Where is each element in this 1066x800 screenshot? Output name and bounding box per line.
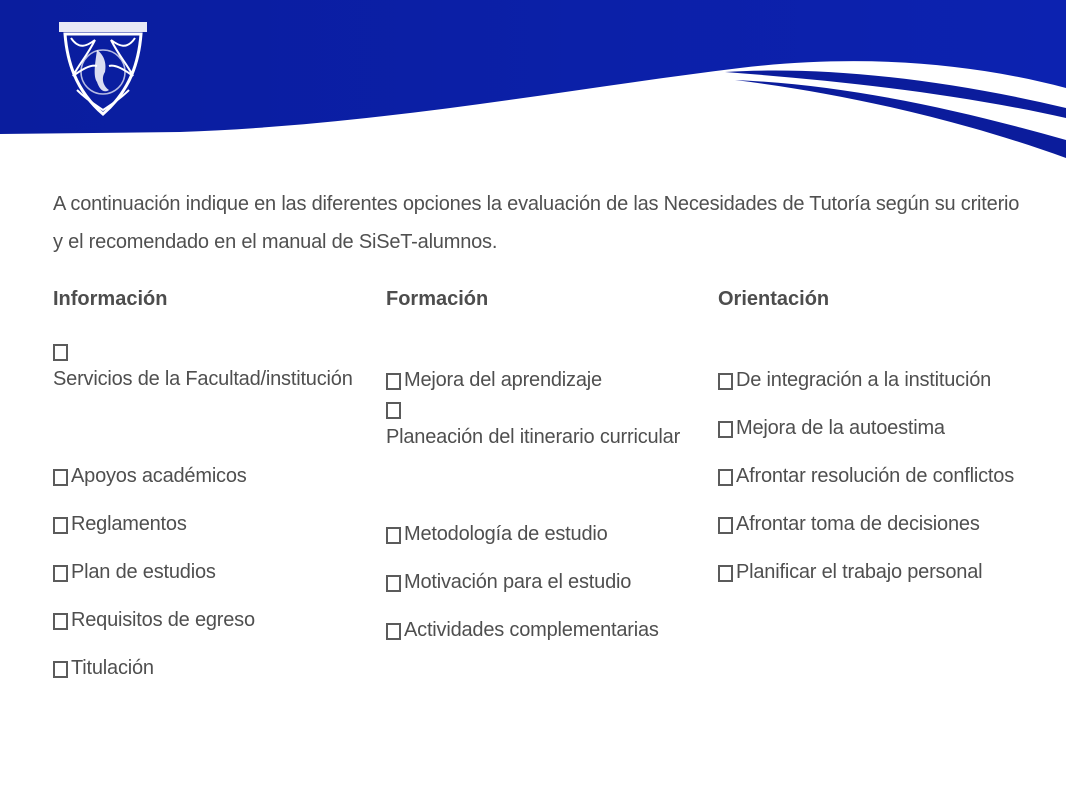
column-orientacion [718, 284, 1058, 584]
option-label: Afrontar toma de decisiones [736, 513, 980, 535]
option-mejora-aprendizaje[interactable] [386, 344, 706, 392]
option-motivacion-estudio[interactable] [386, 546, 706, 594]
option-planeacion-itinerario[interactable] [386, 402, 706, 498]
option-label: Apoyos académicos [71, 465, 247, 487]
option-integracion-institucion[interactable] [718, 344, 1058, 392]
checkbox[interactable] [718, 517, 733, 534]
column-formacion [386, 284, 706, 642]
option-resolucion-conflictos[interactable] [718, 440, 1058, 488]
option-label: De integración a la institución [736, 369, 992, 391]
column-heading-informacion: Información [53, 288, 168, 310]
checkbox[interactable] [386, 623, 401, 640]
option-plan-estudios[interactable] [53, 536, 373, 584]
option-apoyos-academicos[interactable] [53, 440, 373, 488]
option-titulacion[interactable] [53, 632, 373, 680]
university-seal-icon [57, 20, 149, 118]
checkbox[interactable] [718, 565, 733, 582]
checkbox[interactable] [53, 661, 68, 678]
option-metodologia-estudio[interactable] [386, 498, 706, 546]
checkbox[interactable] [386, 527, 401, 544]
option-requisitos-egreso[interactable] [53, 584, 373, 632]
header-wave-graphic [0, 0, 1066, 165]
option-label: Actividades complementarias [404, 619, 659, 641]
checkbox[interactable] [53, 344, 68, 361]
checkbox[interactable] [718, 469, 733, 486]
header-banner [0, 0, 1066, 165]
option-label: Planeación del itinerario curricular [386, 426, 681, 448]
option-label: Servicios de la Facultad/institución [53, 368, 353, 390]
checkbox[interactable] [53, 469, 68, 486]
column-informacion [53, 284, 373, 680]
option-reglamentos[interactable] [53, 488, 373, 536]
option-label: Motivación para el estudio [404, 571, 632, 593]
option-label: Afrontar resolución de conflictos [736, 465, 1014, 487]
option-label: Requisitos de egreso [71, 609, 255, 631]
option-label: Mejora del aprendizaje [404, 369, 602, 391]
option-servicios-facultad[interactable] [53, 344, 373, 440]
option-trabajo-personal[interactable] [718, 536, 1058, 584]
option-label: Planificar el trabajo personal [736, 561, 983, 583]
checkbox[interactable] [718, 421, 733, 438]
checkbox[interactable] [53, 613, 68, 630]
option-label: Mejora de la autoestima [736, 417, 945, 439]
checkbox[interactable] [386, 402, 401, 419]
column-heading-orientacion: Orientación [718, 288, 830, 310]
option-label: Reglamentos [71, 513, 187, 535]
checkbox[interactable] [386, 575, 401, 592]
option-label: Plan de estudios [71, 561, 216, 583]
checkbox[interactable] [53, 565, 68, 582]
option-label: Metodología de estudio [404, 523, 608, 545]
option-toma-decisiones[interactable] [718, 488, 1058, 536]
checkbox[interactable] [386, 373, 401, 390]
checkbox[interactable] [718, 373, 733, 390]
option-actividades-complementarias[interactable] [386, 594, 706, 642]
column-heading-formacion: Formación [386, 288, 489, 310]
checkbox[interactable] [53, 517, 68, 534]
option-label: Titulación [71, 657, 154, 679]
option-mejora-autoestima[interactable] [718, 392, 1058, 440]
intro-instructions: A continuación indique en las diferentes opciones la evaluación de las Necesidades de Tutoría según su criterio y el recomendado en el manual de SiSeT-alumnos. [53, 193, 1020, 253]
